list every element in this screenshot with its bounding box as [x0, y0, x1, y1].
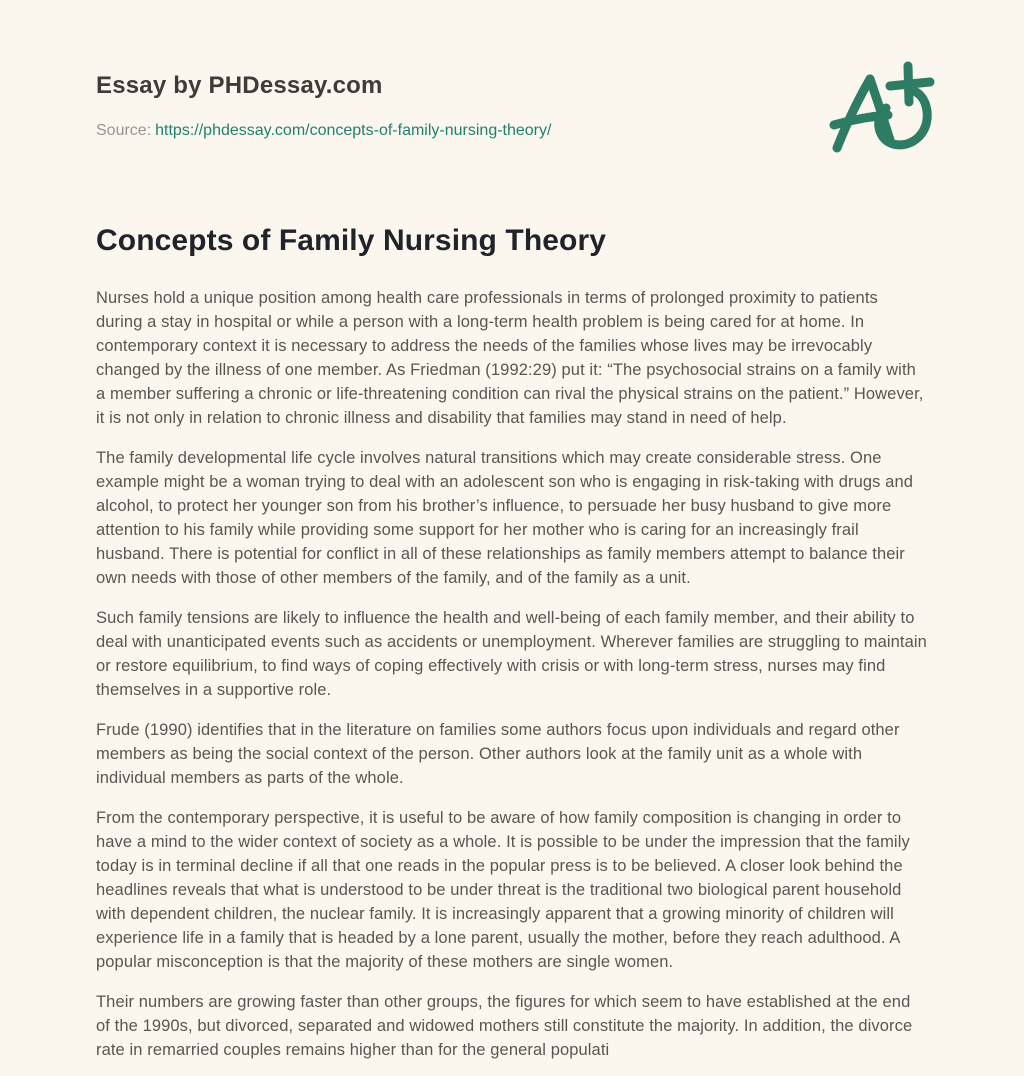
- paragraph-2: The family developmental life cycle involves natural transitions which may create considerable stress. One example might be a woman trying to deal with an adolescent son who is engaging in risk-taking with drugs and alcohol, to protect her younger son from his brother’s influence, to persuade her busy husband to give more attention to his family while providing some support for her mother who is caring for an increasingly frail husband. There is potential for conflict in all of these relationships as family members attempt to balance their own needs with those of other members of the family, and of the family as a unit.: [96, 449, 914, 587]
- source-line: [96, 122, 928, 140]
- paragraph-5: From the contemporary perspective, it is useful to be aware of how family composition is changing in order to have a mind to the wider context of society as a whole. It is possible to be under the impression that the family today is in terminal decline if all that one reads in the popular press is to be believed. A closer look behind the headlines reveals that what is understood to be under threat is the traditional two biological parent household with dependent children, the nuclear family. It is increasingly apparent that a growing minority of children will experience life in a family that is headed by a lone parent, usually the mother, before they reach adulthood. A popular misconception is that the majority of these mothers are single women.: [96, 809, 910, 971]
- aplus-logo-icon: [824, 58, 946, 170]
- paragraph-6: Their numbers are growing faster than other groups, the figures for which seem to have established at the end of the 1990s, but divorced, separated and widowed mothers still constitute the majority. In addition, the divorce rate in remarried couples remains higher than for the general populati: [96, 993, 913, 1059]
- source-label: Source:: [96, 122, 152, 139]
- paragraph-3: Such family tensions are likely to influence the health and well-being of each family member, and their ability to deal with unanticipated events such as accidents or unemployment. Wherever families are struggling to maintain or restore equilibrium, to find ways of coping effectively with crisis or with long-term stress, nurses may find themselves in a supportive role.: [96, 609, 927, 699]
- paragraph-1: Nurses hold a unique position among health care professionals in terms of prolonged proximity to patients during a stay in hospital or while a person with a long-term health problem is being cared for at home. In contemporary context it is necessary to address the needs of the families whose lives may be irrevocably changed by the illness of one member. As Friedman (1992:29) put it: “The psychosocial strains on a family with a member suffering a chronic or life-threatening condition can rival the physical strains on the patient.” However, it is not only in relation to chronic illness and disability that families may stand in need of help.: [96, 289, 924, 427]
- paragraph-4: Frude (1990) identifies that in the literature on families some authors focus upon individuals and regard other members as being the social context of the person. Other authors look at the family unit as a whole with individual members as parts of the whole.: [96, 721, 900, 787]
- source-url-link[interactable]: https://phdessay.com/concepts-of-family-nursing-theory/: [155, 122, 552, 139]
- page-title: Concepts of Family Nursing Theory: [96, 224, 607, 257]
- site-brand: Essay by PHDessay.com: [96, 72, 383, 99]
- article-body: [96, 286, 928, 1062]
